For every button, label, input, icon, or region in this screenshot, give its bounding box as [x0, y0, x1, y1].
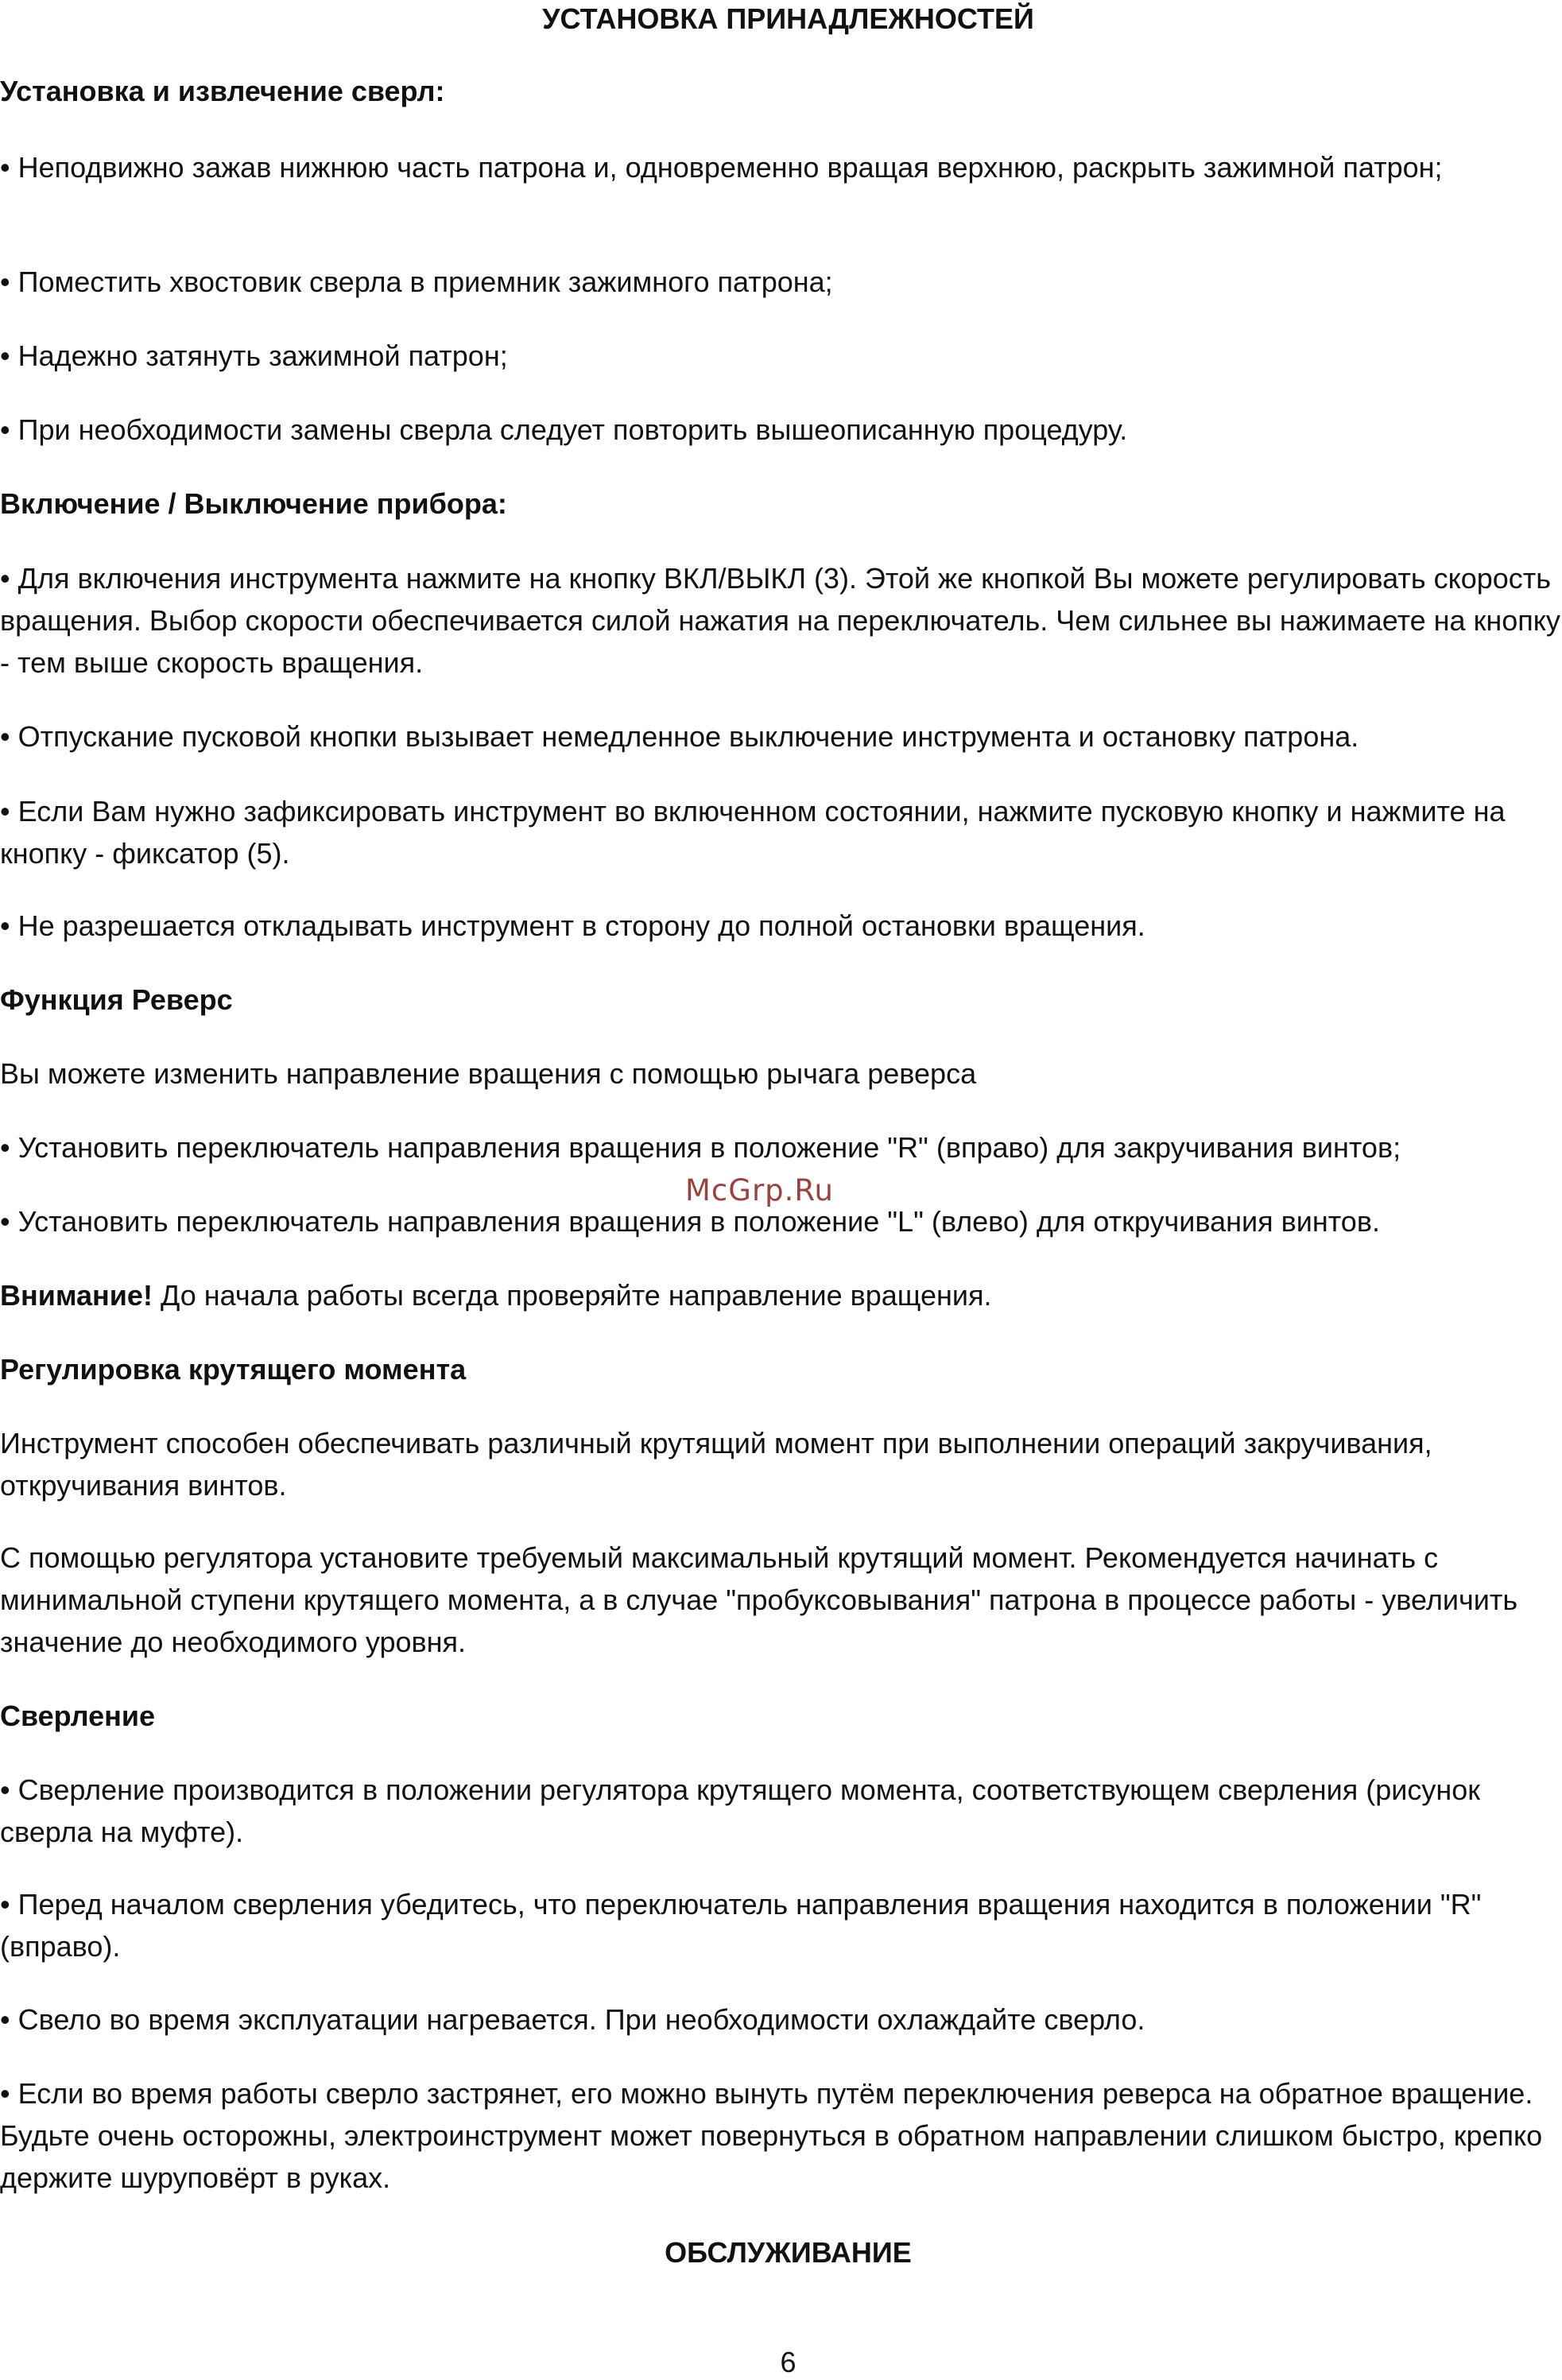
watermark: McGrp.Ru: [685, 1173, 834, 1207]
warning-label: Внимание!: [0, 1279, 153, 1312]
reverse-warning: [0, 1274, 1562, 1316]
bits-item-1: • Неподвижно зажав нижнюю часть патрона и, одновременно вращая верхнюю, раскрыть зажимной патрон;: [0, 151, 1443, 184]
warning-text: До начала работы всегда проверяйте направление вращения.: [152, 1279, 992, 1312]
drilling-heading: Сверление: [0, 1700, 156, 1732]
bits-item-4: • При необходимости замены сверла следует повторить вышеописанную процедуру.: [0, 413, 1128, 446]
power-item-1: • Для включения инструмента нажмите на кнопку ВКЛ/ВЫКЛ (3). Этой же кнопкой Вы можете регулировать скорость вращения. Выбор скорости обеспечивается силой нажатия на переключатель. Чем сильнее вы нажимаете на кнопку - тем выше скорость вращения.: [0, 562, 1560, 679]
torque-paragraph-1: Инструмент способен обеспечивать различный крутящий момент при выполнении операций закручивания, откручивания винтов.: [0, 1427, 1432, 1502]
reverse-heading: Функция Реверс: [0, 983, 233, 1016]
power-heading: Включение / Выключение прибора:: [0, 487, 507, 520]
torque-heading: Регулировка крутящего момента: [0, 1353, 467, 1386]
torque-paragraph-2: С помощью регулятора установите требуемый максимальный крутящий момент. Рекомендуется начинать с минимальной ступени крутящего момента, а в случае "пробуксовывания" патрона в процессе работы - увеличить значение до необходимого уровня.: [0, 1541, 1518, 1658]
bits-heading: Установка и извлечение сверл:: [0, 75, 445, 107]
drilling-item-2: • Перед началом сверления убедитесь, что переключатель направления вращения находится в положении "R" (вправо).: [0, 1888, 1482, 1963]
bits-item-2: • Поместить хвостовик сверла в приемник зажимного патрона;: [0, 266, 833, 298]
power-item-2: • Отпускание пусковой кнопки вызывает немедленное выключение инструмента и остановку патрона.: [0, 720, 1359, 753]
drilling-item-3: • Свело во время эксплуатации нагревается. При необходимости охлаждайте сверло.: [0, 2003, 1145, 2036]
bits-item-3: • Надежно затянуть зажимной патрон;: [0, 339, 508, 372]
power-item-4: • Не разрешается откладывать инструмент в сторону до полной остановки вращения.: [0, 909, 1145, 942]
page-number: 6: [780, 2346, 797, 2378]
page-title: УСТАНОВКА ПРИНАДЛЕЖНОСТЕЙ: [542, 2, 1034, 35]
power-item-3: • Если Вам нужно зафиксировать инструмент во включенном состоянии, нажмите пусковую кнопку и нажмите на кнопку - фиксатор (5).: [0, 795, 1506, 870]
reverse-item-1: • Установить переключатель направления вращения в положение "R" (вправо) для закручивания винтов;: [0, 1131, 1401, 1164]
drilling-item-4: • Если во время работы сверло застрянет, его можно вынуть путём переключения реверса на обратное вращение. Будьте очень осторожны, электроинструмент может повернуться в обратном направлении слишком быстро, крепко держите шуруповёрт в руках.: [0, 2077, 1543, 2194]
drilling-item-1: • Сверление производится в положении регулятора крутящего момента, соответствующем сверления (рисунок сверла на муфте).: [0, 1773, 1480, 1848]
reverse-item-2: • Установить переключатель направления вращения в положение "L" (влево) для откручивания винтов.: [0, 1205, 1380, 1238]
maintenance-title: ОБСЛУЖИВАНИЕ: [665, 2236, 912, 2269]
reverse-intro: Вы можете изменить направление вращения с помощью рычага реверса: [0, 1057, 977, 1090]
